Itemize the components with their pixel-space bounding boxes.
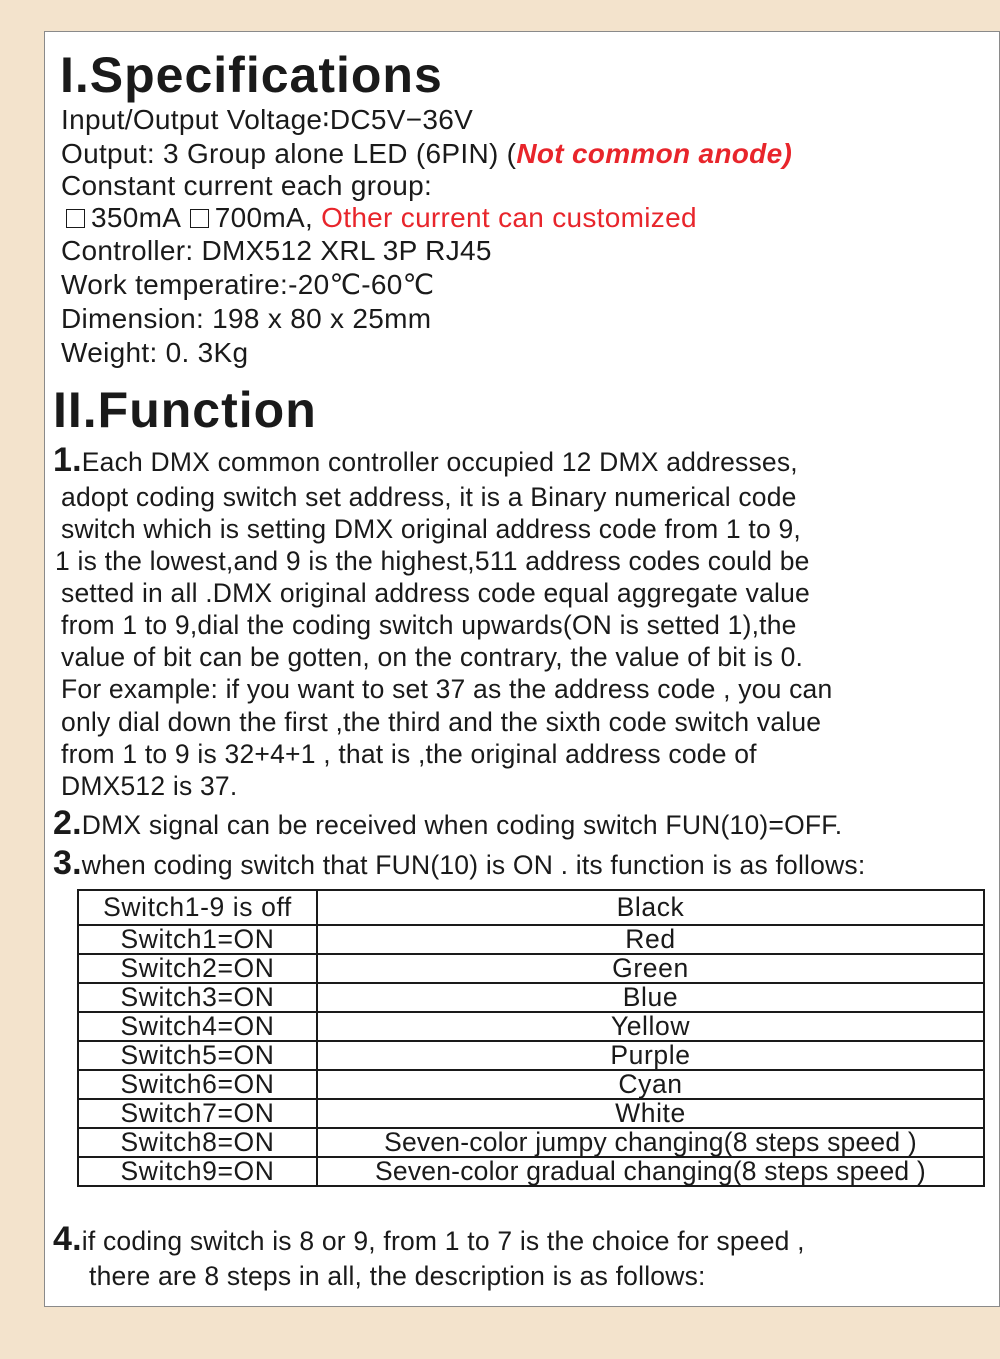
function-cell: Seven-color gradual changing(8 steps speed ) [317, 1157, 984, 1186]
function-cell: Black [317, 890, 984, 925]
function-cell: Green [317, 954, 984, 983]
switch-cell: Switch7=ON [78, 1099, 317, 1128]
item-4-line: if coding switch is 8 or 9, from 1 to 7 is the choice for speed , [81, 1226, 805, 1256]
item-3-text: when coding switch that FUN(10) is ON . its function is as follows: [81, 850, 866, 880]
table-row [78, 1128, 984, 1157]
function-heading: II.Function [53, 382, 317, 438]
switch-cell: Switch6=ON [78, 1070, 317, 1099]
table-row [78, 954, 984, 983]
table-row [78, 1070, 984, 1099]
specifications-heading: I.Specifications [60, 47, 443, 103]
spec-current-options [66, 203, 697, 233]
item-1-line: adopt coding switch set address, it is a Binary numerical code [61, 482, 797, 512]
spec-weight: Weight: 0. 3Kg [61, 337, 249, 368]
table-row [78, 925, 984, 954]
function-cell: Yellow [317, 1012, 984, 1041]
item-2-text: DMX signal can be received when coding switch FUN(10)=OFF. [81, 810, 843, 840]
item-1-line: 1 is the lowest,and 9 is the highest,511 address codes could be [55, 546, 810, 576]
table-row [78, 1099, 984, 1128]
table-row [78, 1157, 984, 1186]
function-item-4 [53, 1220, 805, 1258]
spec-current-label: Constant current each group: [61, 170, 433, 201]
switch-cell: Switch8=ON [78, 1128, 317, 1157]
option-700ma: 700mA, [214, 202, 314, 233]
item-1-number: 1. [53, 441, 82, 479]
item-4-number: 4. [53, 1220, 82, 1258]
spec-dimension: Dimension: 198 x 80 x 25mm [61, 303, 432, 334]
item-4-line: there are 8 steps in all, the description is as follows: [89, 1261, 706, 1291]
function-cell: Seven-color jumpy changing(8 steps speed ) [317, 1128, 984, 1157]
switch-cell: Switch1-9 is off [78, 890, 317, 925]
function-item-1 [53, 441, 798, 479]
function-cell: White [317, 1099, 984, 1128]
switch-cell: Switch2=ON [78, 954, 317, 983]
item-1-line: setted in all .DMX original address code equal aggregate value [61, 578, 810, 608]
switch-cell: Switch3=ON [78, 983, 317, 1012]
switch-cell: Switch1=ON [78, 925, 317, 954]
table-row [78, 1041, 984, 1070]
option-350ma: 350mA [91, 202, 180, 233]
spec-output [61, 139, 792, 169]
function-item-2 [53, 804, 843, 842]
item-1-line: from 1 to 9,dial the coding switch upwards(ON is setted 1),the [61, 610, 797, 640]
item-1-line: value of bit can be gotten, on the contrary, the value of bit is 0. [61, 642, 804, 672]
table-row [78, 1012, 984, 1041]
spec-output-text: Output: 3 Group alone LED (6PIN) ( [61, 138, 517, 169]
switch-function-table [77, 889, 985, 1187]
function-cell: Blue [317, 983, 984, 1012]
checkbox-350ma [66, 209, 85, 228]
switch-cell: Switch9=ON [78, 1157, 317, 1186]
function-item-3 [53, 844, 866, 882]
item-1-line: For example: if you want to set 37 as the address code , you can [61, 674, 833, 704]
item-1-line: switch which is setting DMX original address code from 1 to 9, [61, 514, 801, 544]
spec-temperature: Work temperatire:-20℃-60℃ [61, 269, 435, 300]
item-1-line: Each DMX common controller occupied 12 DMX addresses, [81, 447, 798, 477]
switch-cell: Switch5=ON [78, 1041, 317, 1070]
function-cell: Cyan [317, 1070, 984, 1099]
table-row [78, 983, 984, 1012]
item-2-number: 2. [53, 804, 82, 842]
item-1-line: only dial down the first ,the third and the sixth code switch value [61, 707, 822, 737]
spec-voltage: Input/Output Voltage∶DC5V−36V [61, 104, 474, 135]
spec-controller: Controller: DMX512 XRL 3P RJ45 [61, 235, 492, 266]
table-row [78, 890, 984, 925]
spec-output-highlight: Not common anode) [516, 138, 793, 169]
item-3-number: 3. [53, 844, 82, 882]
switch-cell: Switch4=ON [78, 1012, 317, 1041]
function-cell: Red [317, 925, 984, 954]
option-custom-current: Other current can customized [321, 202, 697, 233]
item-1-line: from 1 to 9 is 32+4+1 , that is ,the original address code of [61, 739, 757, 769]
function-cell: Purple [317, 1041, 984, 1070]
checkbox-700ma [190, 209, 209, 228]
item-1-line: DMX512 is 37. [61, 771, 238, 801]
